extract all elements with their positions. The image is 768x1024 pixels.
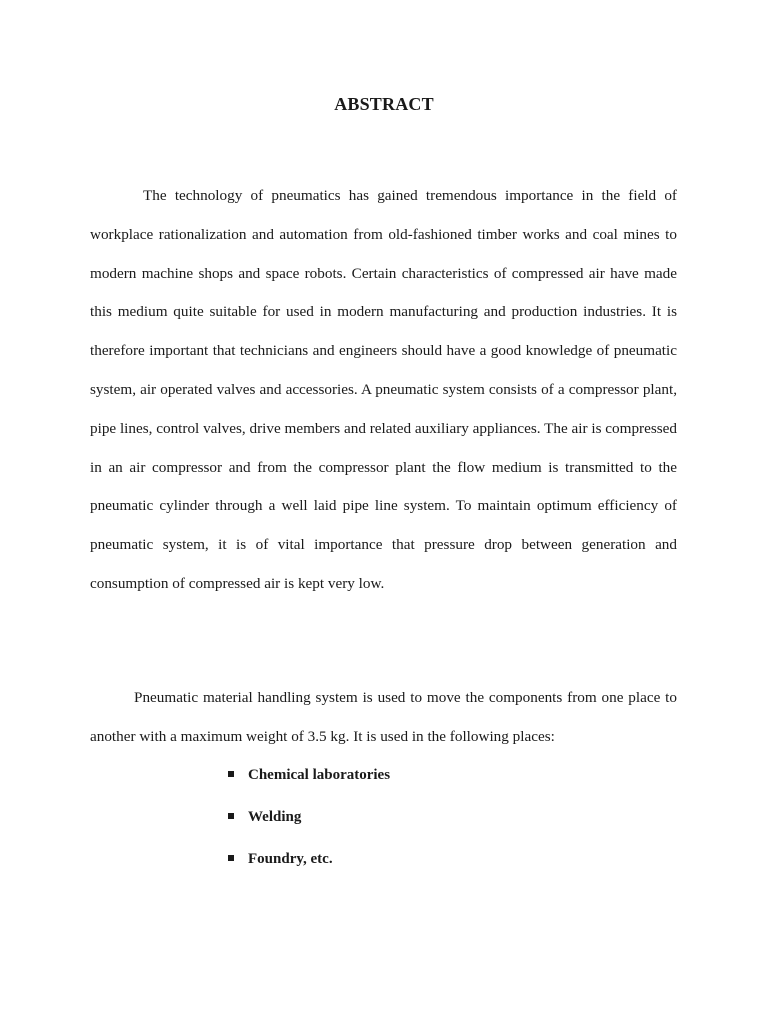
square-bullet-icon bbox=[228, 771, 234, 777]
abstract-paragraph-1: The technology of pneumatics has gained tremendous importance in the field of workplace rationalization and automation from old-fashioned timber works and coal mines to modern machine shops and space robots. Certain characteristics of compressed air have made this medium quite suitable for used in modern manufacturing and production industries. It is therefore important that technicians and engineers should have a good knowledge of pneumatic system, air operated valves and accessories. A pneumatic system consists of a compressor plant, pipe lines, control valves, drive members and related auxiliary appliances. The air is compressed in an air compressor and from the compressor plant the flow medium is transmitted to the pneumatic cylinder through a well laid pipe line system. To maintain optimum efficiency of pneumatic system, it is of vital importance that pressure drop between generation and consumption of compressed air is kept very low. bbox=[90, 187, 677, 592]
list-item-text: Welding bbox=[248, 809, 302, 825]
list-item bbox=[228, 800, 390, 842]
list-item-text: Chemical laboratories bbox=[248, 767, 391, 783]
square-bullet-icon bbox=[228, 813, 234, 819]
list-item bbox=[228, 758, 390, 800]
list-item bbox=[228, 842, 390, 884]
square-bullet-icon bbox=[228, 855, 234, 861]
list-item-text: Foundry, etc. bbox=[248, 851, 333, 867]
abstract-paragraph-2: Pneumatic material handling system is used to move the components from one place to another with a maximum weight of 3.5 kg. It is used in the following places: bbox=[90, 689, 677, 745]
page-title: ABSTRACT bbox=[334, 94, 434, 114]
places-list bbox=[228, 758, 390, 884]
